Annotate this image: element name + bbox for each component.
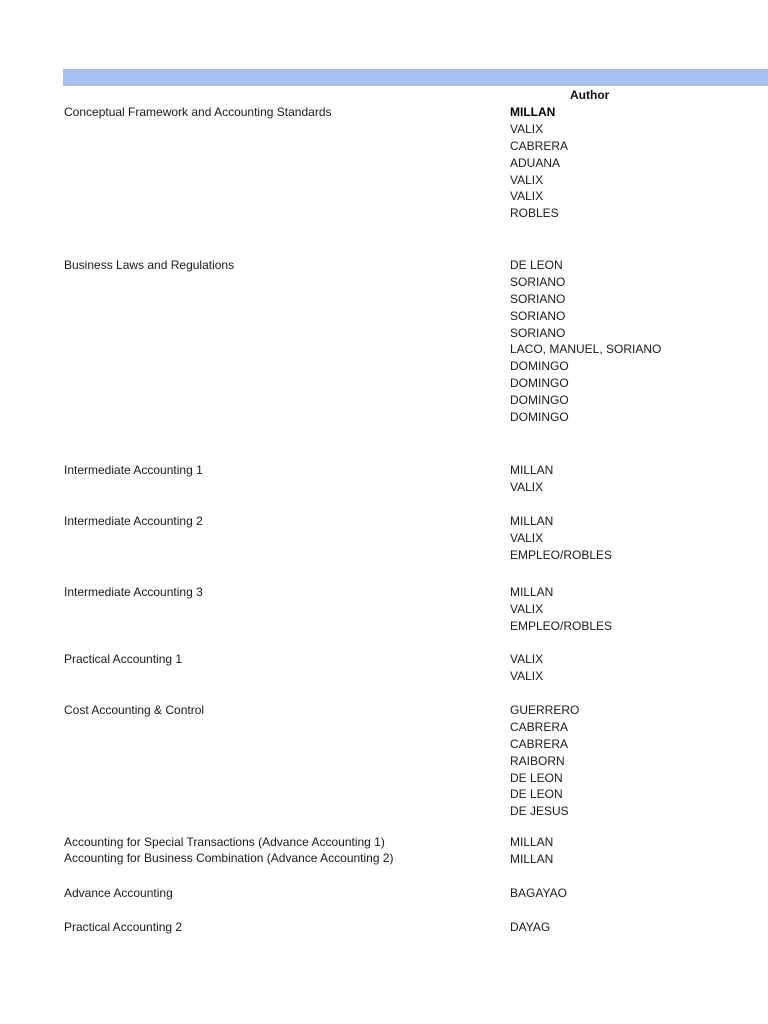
author-cell: DE LEON bbox=[510, 770, 563, 785]
author-cell: DE JESUS bbox=[510, 804, 569, 819]
subject-row bbox=[64, 885, 173, 901]
subject-label: Cost Accounting & Control bbox=[64, 703, 205, 717]
author-cell: VALIX bbox=[510, 652, 544, 666]
subject-row bbox=[64, 462, 203, 478]
author-cell: DAYAG bbox=[510, 920, 551, 934]
author-cell: CABRERA bbox=[510, 138, 569, 153]
author-list bbox=[510, 513, 612, 564]
author-cell: MILLAN bbox=[510, 585, 554, 599]
author-cell: EMPLEO/ROBLES bbox=[510, 547, 613, 562]
subject-label: Intermediate Accounting 1 bbox=[64, 463, 203, 477]
author-cell: DOMINGO bbox=[510, 393, 569, 408]
author-cell: MILLAN bbox=[510, 105, 556, 119]
subject-label: Intermediate Accounting 3 bbox=[64, 585, 203, 599]
subject-row bbox=[64, 651, 182, 667]
author-cell: BAGAYAO bbox=[510, 886, 567, 900]
author-cell: MILLAN bbox=[510, 835, 554, 849]
subject-label: Accounting for Business Combination (Advance Accounting 2) bbox=[64, 851, 394, 865]
subject-label: Advance Accounting bbox=[64, 886, 173, 900]
author-cell: RAIBORN bbox=[510, 753, 565, 768]
subject-label: Practical Accounting 1 bbox=[64, 652, 183, 666]
author-cell: VALIX bbox=[510, 121, 544, 136]
author-cell: SORIANO bbox=[510, 325, 566, 340]
subject-label: Conceptual Framework and Accounting Standards bbox=[64, 105, 332, 119]
subject-label: Business Laws and Regulations bbox=[64, 258, 235, 272]
author-list bbox=[510, 462, 553, 496]
author-cell: VALIX bbox=[510, 189, 544, 204]
author-cell: VALIX bbox=[510, 601, 544, 616]
author-cell: MILLAN bbox=[510, 514, 554, 528]
author-cell: DOMINGO bbox=[510, 376, 569, 391]
author-cell: DE LEON bbox=[510, 258, 563, 272]
subject-row bbox=[64, 834, 394, 866]
author-cell: DOMINGO bbox=[510, 410, 569, 425]
subject-row bbox=[64, 257, 234, 273]
author-cell: ROBLES bbox=[510, 206, 559, 221]
author-list bbox=[510, 257, 661, 426]
author-cell: EMPLEO/ROBLES bbox=[510, 618, 613, 633]
author-cell: MILLAN bbox=[510, 851, 554, 866]
author-list bbox=[510, 104, 568, 222]
author-cell: VALIX bbox=[510, 668, 544, 683]
author-list bbox=[510, 919, 550, 936]
author-cell: GUERRERO bbox=[510, 703, 580, 717]
author-cell: VALIX bbox=[510, 530, 544, 545]
author-cell: SORIANO bbox=[510, 291, 566, 306]
table-header-bar bbox=[63, 69, 768, 86]
subject-row bbox=[64, 584, 203, 600]
author-cell: LACO, MANUEL, SORIANO bbox=[510, 342, 662, 357]
subject-row bbox=[64, 513, 203, 529]
author-cell: CABRERA bbox=[510, 736, 569, 751]
author-cell: DOMINGO bbox=[510, 359, 569, 374]
author-cell: SORIANO bbox=[510, 274, 566, 289]
author-column-heading: Author bbox=[570, 88, 610, 102]
author-list bbox=[510, 584, 612, 635]
author-cell: VALIX bbox=[510, 172, 544, 187]
subject-label: Accounting for Special Transactions (Advance Accounting 1) bbox=[64, 835, 385, 849]
author-list bbox=[510, 702, 579, 820]
author-list bbox=[510, 651, 543, 685]
subject-row bbox=[64, 104, 332, 120]
author-list bbox=[510, 885, 567, 902]
author-cell: MILLAN bbox=[510, 463, 554, 477]
author-cell: DE LEON bbox=[510, 787, 563, 802]
author-cell: VALIX bbox=[510, 479, 544, 494]
author-cell: CABRERA bbox=[510, 719, 569, 734]
subject-row bbox=[64, 919, 182, 935]
author-list bbox=[510, 834, 553, 868]
subject-row bbox=[64, 702, 204, 718]
subject-label: Practical Accounting 2 bbox=[64, 920, 183, 934]
subject-label: Intermediate Accounting 2 bbox=[64, 514, 203, 528]
author-cell: SORIANO bbox=[510, 308, 566, 323]
author-cell: ADUANA bbox=[510, 155, 561, 170]
